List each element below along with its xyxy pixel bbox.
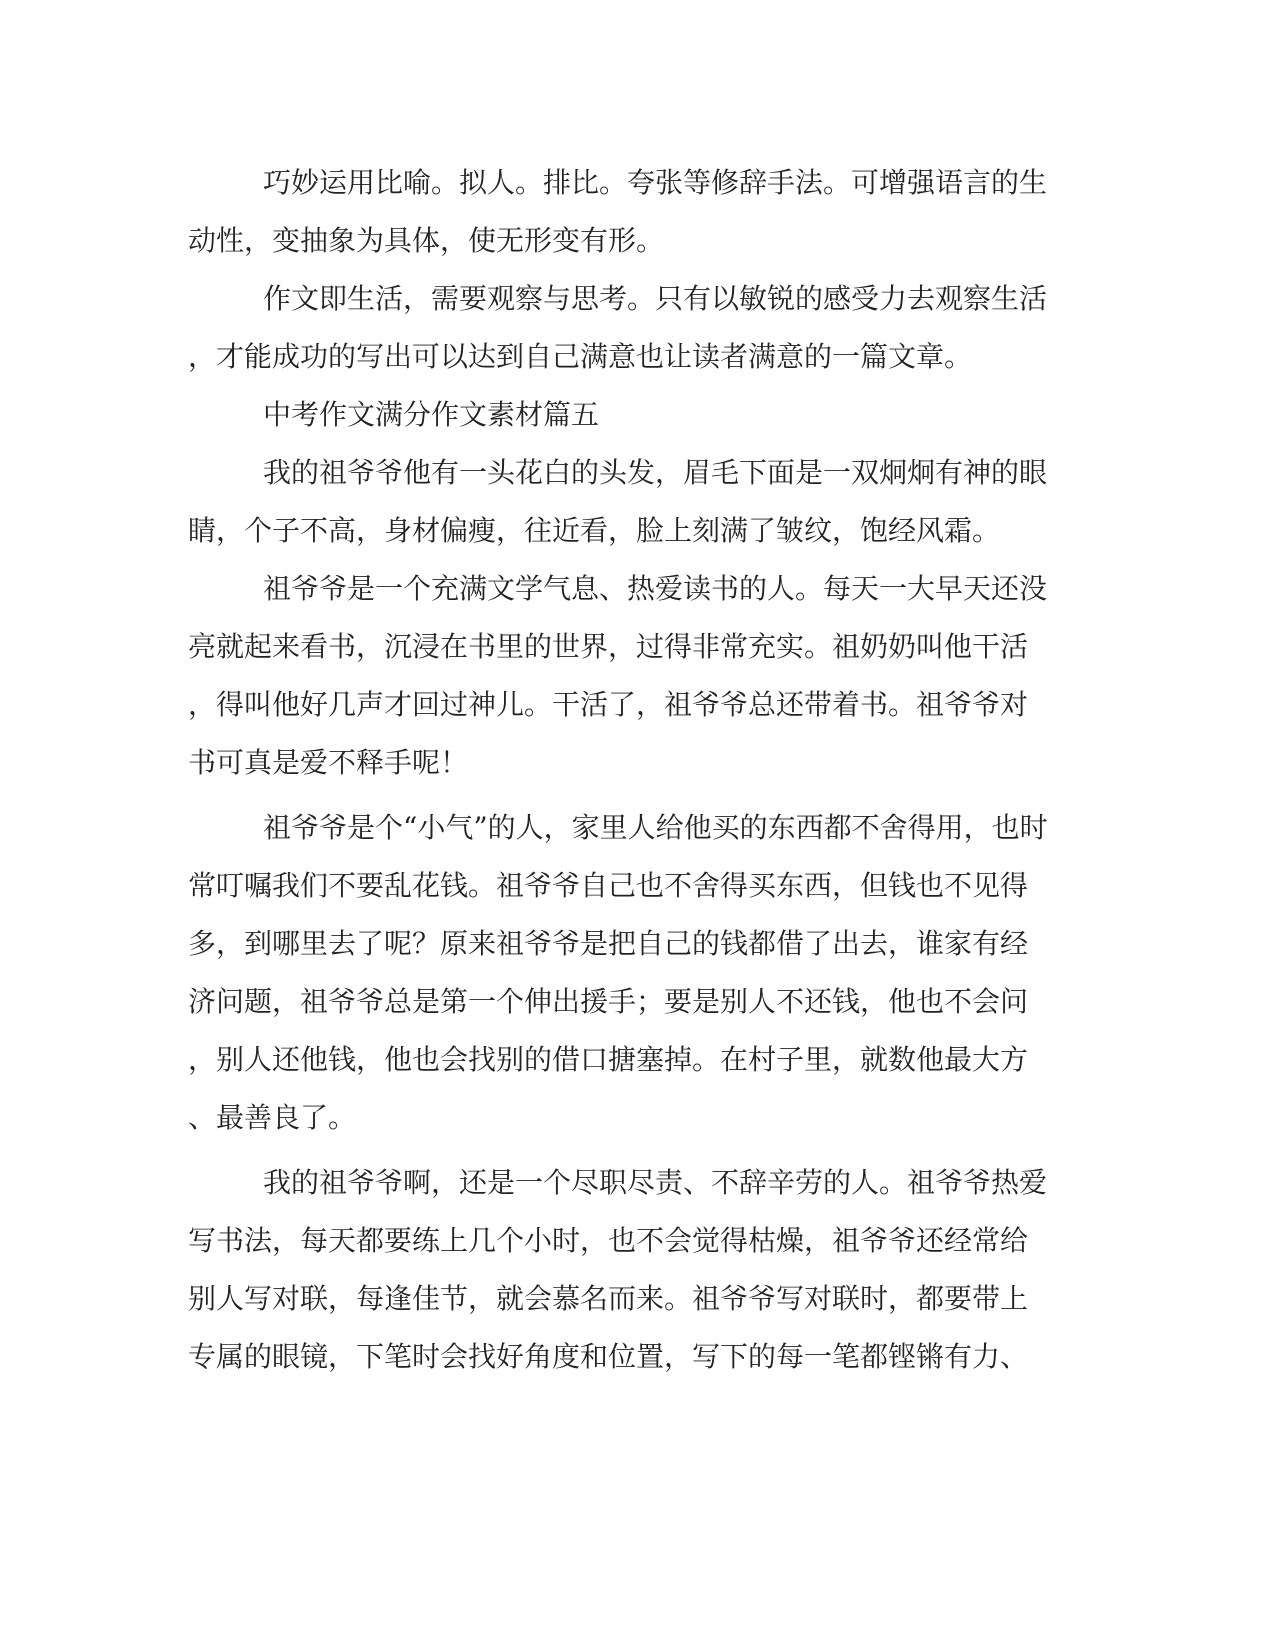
text-line: 多，到哪里去了呢？原来祖爷爷是把自己的钱都借了出去，谁家有经 <box>188 927 1029 960</box>
text-line: 我的祖爷爷他有一头花白的头发，眉毛下面是一双炯炯有神的眼 <box>263 456 1048 489</box>
text-line: ，得叫他好几声才回过神儿。干活了，祖爷爷总还带着书。祖爷爷对 <box>188 688 1029 721</box>
text-line: 别人写对联，每逢佳节，就会慕名而来。祖爷爷写对联时，都要带上 <box>188 1282 1029 1315</box>
text-line: 作文即生活，需要观察与思考。只有以敏锐的感受力去观察生活 <box>263 282 1048 315</box>
text-line: 祖爷爷是一个充满文学气息、热爱读书的人。每天一大早天还没 <box>263 572 1048 605</box>
text-line: 动性，变抽象为具体，使无形变有形。 <box>188 224 665 257</box>
text-line: 、最善良了。 <box>188 1101 357 1134</box>
text-line: 睛，个子不高，身材偏瘦，往近看，脸上刻满了皱纹，饱经风霜。 <box>188 514 1001 547</box>
section-heading: 中考作文满分作文素材篇五 <box>263 398 600 431</box>
text-line: 我的祖爷爷啊，还是一个尽职尽责、不辞辛劳的人。祖爷爷热爱 <box>263 1166 1048 1199</box>
text-line: 亮就起来看书，沉浸在书里的世界，过得非常充实。祖奶奶叫他干活 <box>188 630 1029 663</box>
text-line: 书可真是爱不释手呢！ <box>188 746 469 779</box>
text-line: 巧妙运用比喻。拟人。排比。夸张等修辞手法。可增强语言的生 <box>263 166 1048 199</box>
text-line: ，才能成功的写出可以达到自己满意也让读者满意的一篇文章。 <box>188 340 973 373</box>
text-line: 写书法，每天都要练上几个小时，也不会觉得枯燥，祖爷爷还经常给 <box>188 1224 1029 1257</box>
text-line: 专属的眼镜，下笔时会找好角度和位置，写下的每一笔都铿锵有力、 <box>188 1340 1029 1373</box>
text-line: ，别人还他钱，他也会找别的借口搪塞掉。在村子里，就数他最大方 <box>188 1043 1029 1076</box>
text-line: 常叮嘱我们不要乱花钱。祖爷爷自己也不舍得买东西，但钱也不见得 <box>188 869 1029 902</box>
text-line: 济问题，祖爷爷总是第一个伸出援手；要是别人不还钱，他也不会问 <box>188 985 1029 1018</box>
text-line: 祖爷爷是个“小气”的人，家里人给他买的东西都不舍得用，也时 <box>263 811 1048 844</box>
